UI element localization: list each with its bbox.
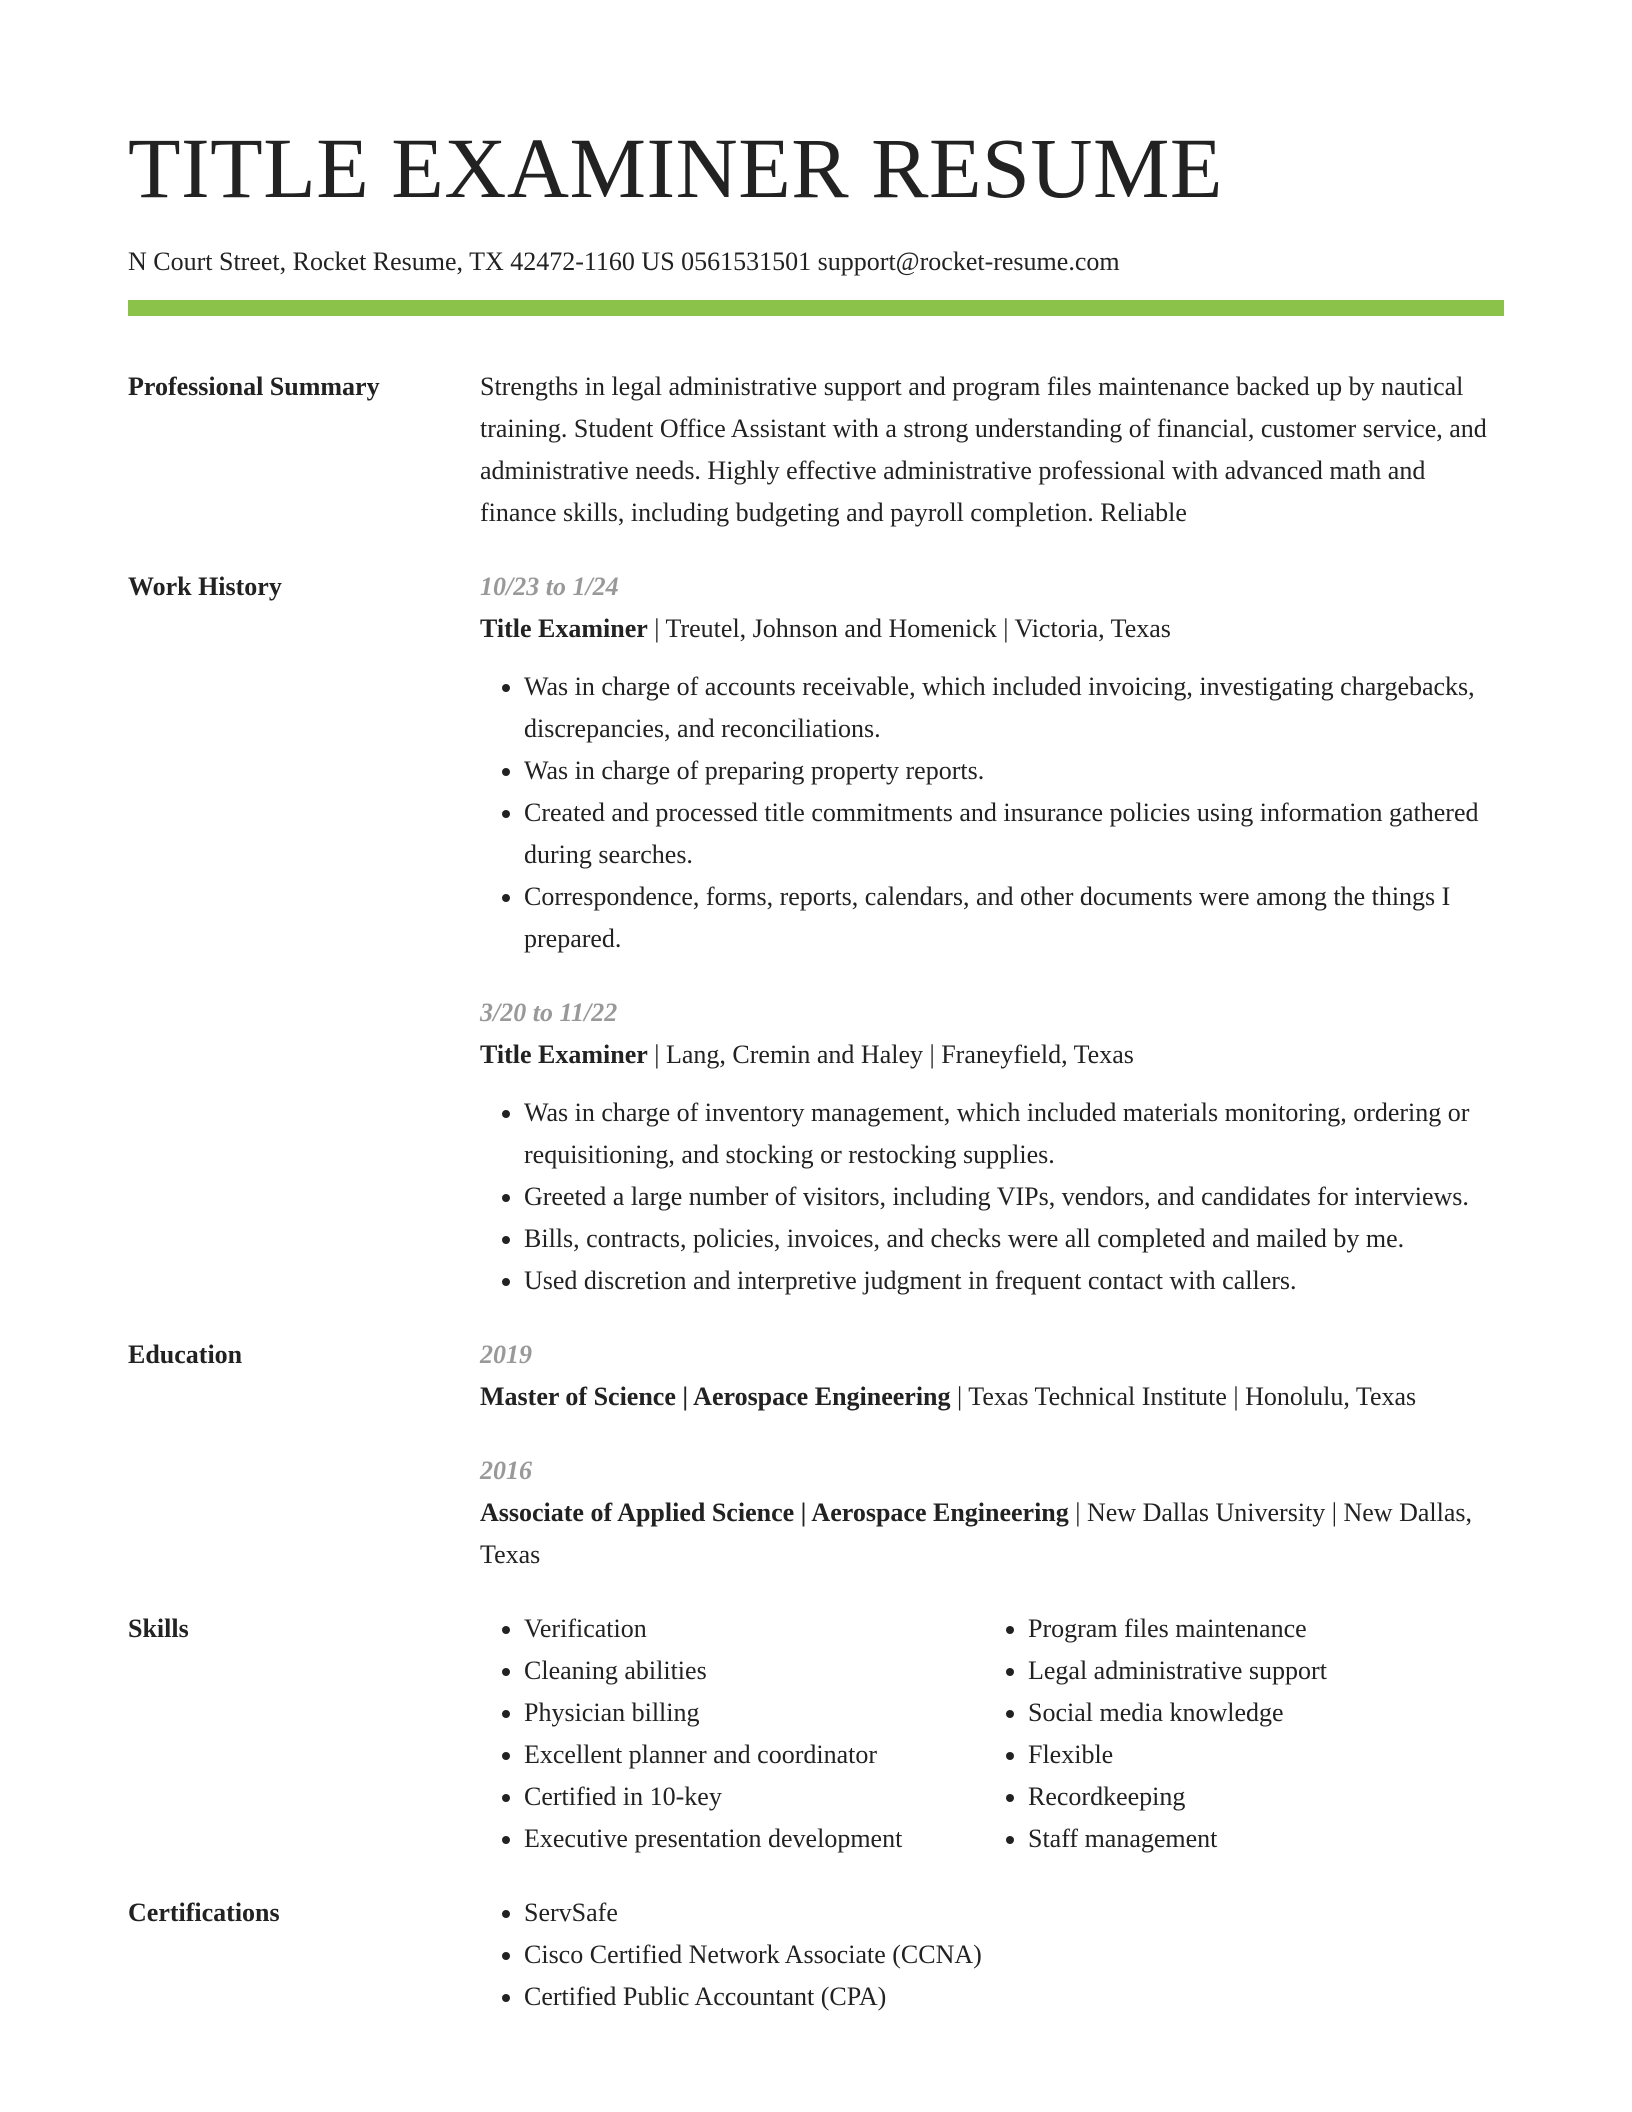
section-label: Work History — [128, 572, 282, 601]
job-bullets — [480, 1092, 1504, 1302]
education-entry — [480, 1450, 1504, 1576]
list-item: • ServSafe — [524, 1892, 1504, 1934]
job-entry — [480, 566, 1504, 960]
list-item: • Social media knowledge — [1028, 1692, 1327, 1734]
skills-column-right — [984, 1608, 1327, 1860]
list-item: • Program files maintenance — [1028, 1608, 1327, 1650]
list-item: • Recordkeeping — [1028, 1776, 1327, 1818]
education-degree: Associate of Applied Science | Aerospace Engineering — [480, 1498, 1069, 1527]
job-dates: 10/23 to 1/24 — [480, 572, 619, 601]
education-heading — [480, 1376, 1504, 1418]
list-item: • Cleaning abilities — [524, 1650, 984, 1692]
job-bullets — [480, 666, 1504, 960]
job-title: Title Examiner — [480, 1040, 648, 1069]
list-item: • Bills, contracts, policies, invoices, and checks were all completed and mailed by me. — [524, 1218, 1504, 1260]
list-item: • Created and processed title commitments and insurance policies using information gathered during searches. — [524, 792, 1504, 876]
education-year: 2016 — [480, 1456, 532, 1485]
section-skills — [128, 1608, 1504, 1860]
job-dates: 3/20 to 11/22 — [480, 998, 618, 1027]
list-item: • Physician billing — [524, 1692, 984, 1734]
certifications-list — [480, 1892, 1504, 2018]
list-item: • Was in charge of preparing property reports. — [524, 750, 1504, 792]
job-entry — [480, 992, 1504, 1302]
list-item: • Correspondence, forms, reports, calendars, and other documents were among the things I prepared. — [524, 876, 1504, 960]
job-details: | Treutel, Johnson and Homenick | Victoria, Texas — [647, 614, 1171, 643]
section-label: Education — [128, 1340, 243, 1369]
education-details: | New Dallas University | New Dallas, Texas — [480, 1498, 1472, 1569]
contact-line: N Court Street, Rocket Resume, TX 42472-1160 US 0561531501 support@rocket-resume.com — [128, 247, 1120, 276]
job-title: Title Examiner — [480, 614, 648, 643]
resume-title: TITLE EXAMINER RESUME — [128, 120, 1223, 216]
list-item: • Legal administrative support — [1028, 1650, 1327, 1692]
job-heading — [480, 608, 1504, 650]
accent-divider — [128, 300, 1504, 316]
education-degree: Master of Science | Aerospace Engineering — [480, 1382, 951, 1411]
section-label: Professional Summary — [128, 372, 380, 401]
certifications-bullets — [480, 1892, 1504, 2018]
education-entries — [480, 1334, 1504, 1576]
job-details: | Lang, Cremin and Haley | Franeyfield, Texas — [647, 1040, 1134, 1069]
section-label: Skills — [128, 1614, 189, 1643]
skills-column-left — [480, 1608, 984, 1860]
section-label: Certifications — [128, 1898, 280, 1927]
education-entry — [480, 1334, 1504, 1418]
job-heading — [480, 1034, 1504, 1076]
list-item: • Was in charge of accounts receivable, which included invoicing, investigating chargebacks, discrepancies, and reconciliations. — [524, 666, 1504, 750]
list-item: • Used discretion and interpretive judgment in frequent contact with callers. — [524, 1260, 1504, 1302]
list-item: • Staff management — [1028, 1818, 1327, 1860]
education-details: | Texas Technical Institute | Honolulu, Texas — [950, 1382, 1417, 1411]
list-item: • Certified Public Accountant (CPA) — [524, 1976, 1504, 2018]
section-work-history — [128, 566, 1504, 1302]
work-entries — [480, 566, 1504, 1302]
list-item: • Certified in 10-key — [524, 1776, 984, 1818]
resume-page — [128, 0, 1504, 2018]
list-item: • Flexible — [1028, 1734, 1327, 1776]
list-item: • Greeted a large number of visitors, including VIPs, vendors, and candidates for interviews. — [524, 1176, 1504, 1218]
education-year: 2019 — [480, 1340, 532, 1369]
education-heading — [480, 1492, 1504, 1576]
list-item: • Cisco Certified Network Associate (CCNA) — [524, 1934, 1504, 1976]
skills-grid — [480, 1608, 1504, 1860]
list-item: • Was in charge of inventory management, which included materials monitoring, ordering or requisitioning, and stocking or restocking supplies. — [524, 1092, 1504, 1176]
section-professional-summary — [128, 366, 1504, 534]
section-certifications — [128, 1892, 1504, 2018]
summary-text: Strengths in legal administrative support and program files maintenance backed up by nautical training. Student Office Assistant with a strong understanding of financial, customer service, and administrative needs. Highly effective administrative professional with advanced math and finance skills, including budgeting and payroll completion. Reliable — [480, 372, 1487, 527]
list-item: • Verification — [524, 1608, 984, 1650]
list-item: • Executive presentation development — [524, 1818, 984, 1860]
list-item: • Excellent planner and coordinator — [524, 1734, 984, 1776]
section-education — [128, 1334, 1504, 1576]
